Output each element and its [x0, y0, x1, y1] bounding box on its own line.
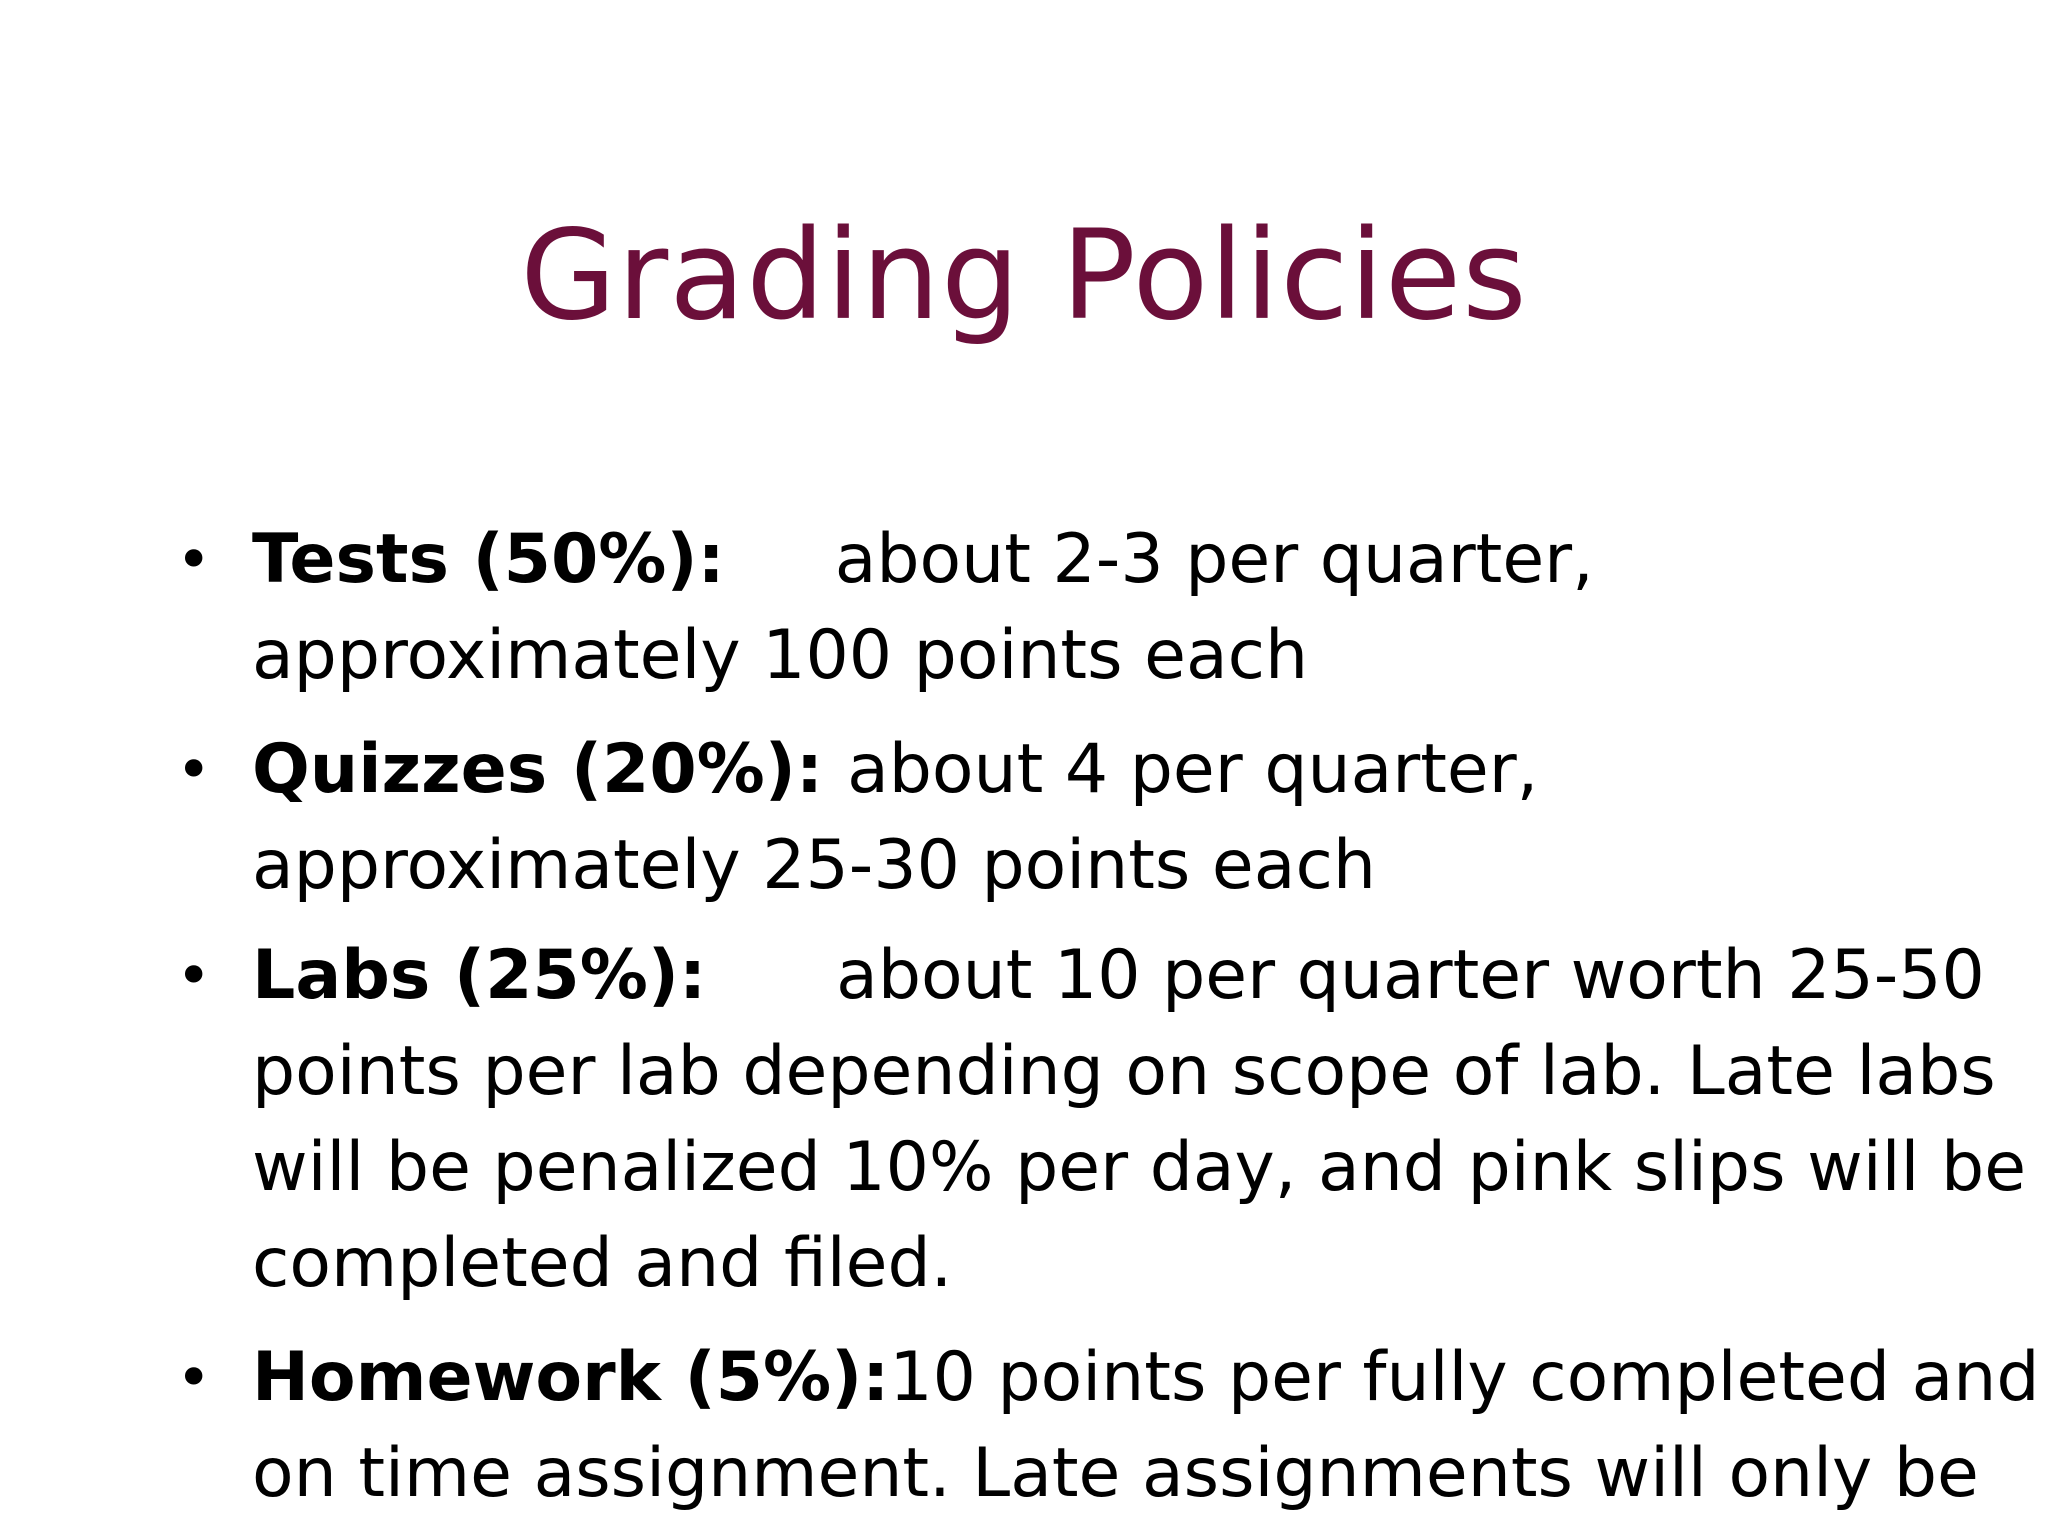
bullet-line-text: about 2-3 per quarter, [834, 520, 1594, 599]
bullet-icon: • [176, 1343, 212, 1413]
bullet-label: Quizzes (20%): [252, 730, 824, 809]
bullet-line: completed and filed. [252, 1224, 953, 1303]
slide-title: Grading Policies [520, 204, 1528, 348]
bullet-line-text: about 10 per quarter worth 25-50 [836, 936, 1985, 1015]
bullet-line-text: about 4 per quarter, [847, 730, 1539, 809]
bullet-icon: • [176, 525, 212, 595]
bullet-line [252, 512, 1972, 608]
bullet-label: Tests (50%): [252, 520, 725, 599]
bullet-text [252, 928, 2027, 1312]
bullet-line [252, 928, 1985, 1024]
bullet-line: approximately 25-30 points each [252, 826, 1376, 905]
bullet-line-text: 10 points per fully completed and [889, 1338, 2040, 1417]
bullet-text [252, 722, 1972, 914]
bullet-line: will be penalized 10% per day, and pink slips will be [252, 1128, 2027, 1207]
bullet-line: approximately 100 points each [252, 616, 1309, 695]
bullet-line: on time assignment. Late assignments will only be [252, 1434, 1979, 1513]
bullet-line [252, 722, 1972, 818]
bullet-line: points per lab depending on scope of lab. Late labs [252, 1032, 1996, 1111]
bullet-text [252, 1330, 2040, 1522]
bullet-label: Labs (25%): [252, 936, 707, 1015]
bullet-line [252, 1330, 2040, 1426]
bullet-label: Homework (5%): [252, 1338, 890, 1417]
bullet-icon: • [176, 941, 212, 1011]
bullet-text [252, 512, 1972, 704]
bullet-icon: • [176, 735, 212, 805]
